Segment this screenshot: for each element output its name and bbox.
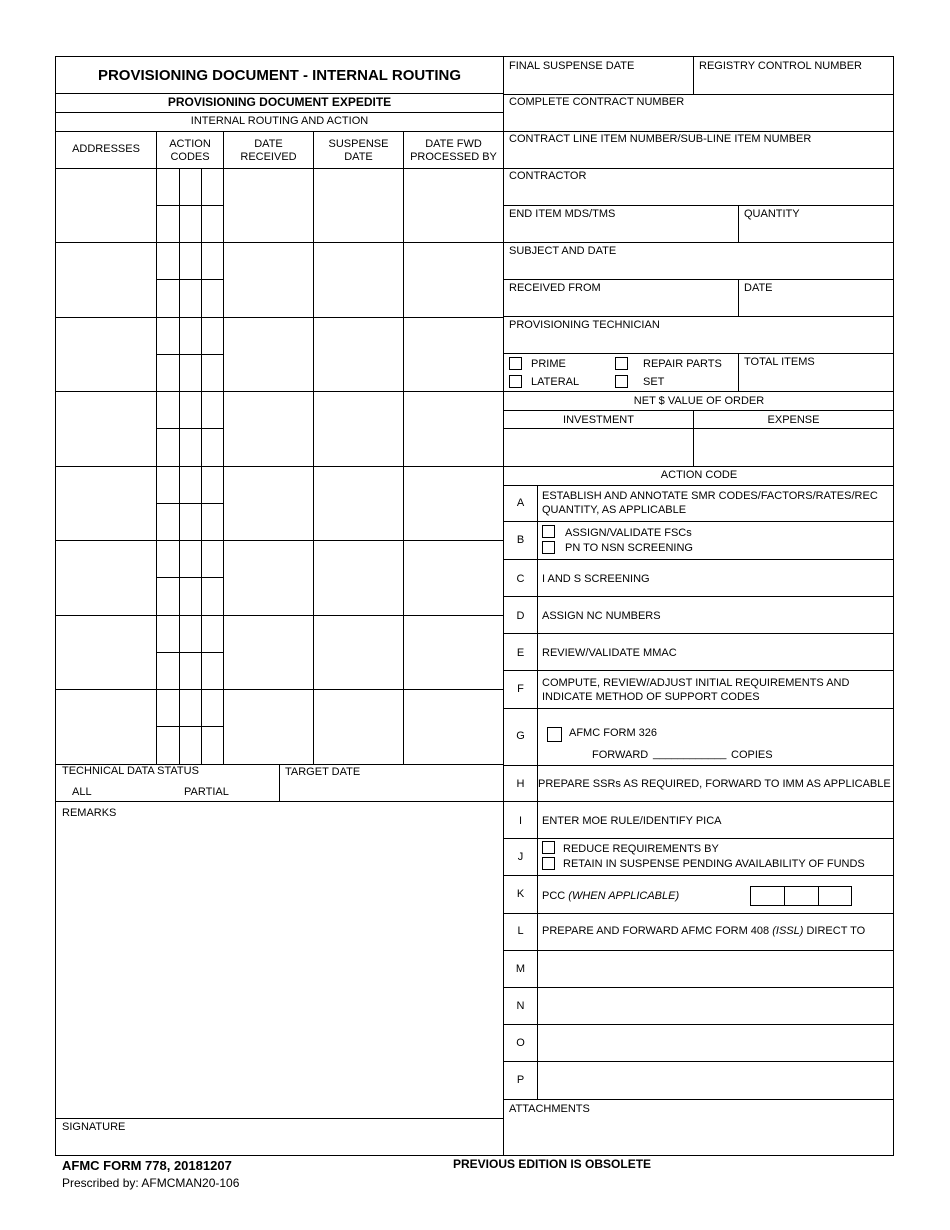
routing-heading: INTERNAL ROUTING AND ACTION [190,115,369,127]
code-l: L [517,925,524,937]
code-l-italic: (ISSL) [772,925,804,937]
col-action-codes-1: ACTION [169,138,211,150]
code-k: K [516,888,525,900]
pcc-field[interactable] [750,886,852,906]
expense-field[interactable] [694,429,893,465]
col-date-fwd-1: DATE FWD [425,138,482,150]
code-f-line2: INDICATE METHOD OF SUPPORT CODES [542,691,760,703]
lateral-label: LATERAL [531,376,580,388]
code-a-line1: ESTABLISH AND ANNOTATE SMR CODES/FACTORS/RATES/REC [542,490,878,502]
code-f: F [517,683,524,695]
main-divider [503,56,504,1156]
received-from-label: RECEIVED FROM [509,282,601,294]
code-g: G [516,730,525,742]
tech-data-partial[interactable]: PARTIAL [184,786,229,798]
code-j-line1: REDUCE REQUIREMENTS BY [563,843,719,855]
final-suspense-date-label: FINAL SUSPENSE DATE [509,60,635,72]
col-action-codes-2: CODES [170,151,210,163]
form-title: PROVISIONING DOCUMENT - INTERNAL ROUTING [97,67,462,84]
code-h: H [516,778,525,790]
code-p-field[interactable] [538,1062,893,1098]
investment-label: INVESTMENT [563,414,634,426]
code-g-forward: FORWARD [592,749,649,761]
retain-suspense-checkbox[interactable] [542,857,555,870]
code-c: C [516,573,525,585]
code-n-field[interactable] [538,988,893,1024]
date-label: DATE [744,282,773,294]
code-e: E [516,647,525,659]
col-suspense-date-1: SUSPENSE [328,138,389,150]
remarks-label: REMARKS [62,807,117,819]
attachments-label: ATTACHMENTS [509,1103,590,1115]
lateral-checkbox[interactable] [509,375,522,388]
signature-label: SIGNATURE [62,1121,126,1133]
col-addresses: ADDRESSES [72,143,140,155]
contractor-label: CONTRACTOR [509,170,587,182]
signature-field[interactable] [56,1135,502,1155]
set-checkbox[interactable] [615,375,628,388]
code-a-line2: QUANTITY, AS APPLICABLE [542,504,687,516]
repair-parts-checkbox[interactable] [615,357,628,370]
code-i: I [518,815,523,827]
code-h-text: PREPARE SSRs AS REQUIRED, FORWARD TO IMM AS APPLICABLE [538,778,891,790]
quantity-label: QUANTITY [744,208,800,220]
code-g-copies-field[interactable]: ____________ [653,748,727,760]
tech-data-all[interactable]: ALL [72,786,92,798]
code-o: O [516,1037,525,1049]
investment-field[interactable] [504,429,692,465]
col-date-fwd-2: PROCESSED BY [410,151,497,163]
end-item-label: END ITEM MDS/TMS [509,208,616,220]
expedite-heading: PROVISIONING DOCUMENT EXPEDITE [167,95,392,109]
code-b-line2: PN TO NSN SCREENING [565,542,693,554]
code-l-label2: DIRECT TO [806,925,866,937]
code-o-field[interactable] [538,1025,893,1061]
code-d-text: ASSIGN NC NUMBERS [542,610,661,622]
action-code-heading: ACTION CODE [660,469,738,481]
routing-grid[interactable] [56,169,503,764]
code-l-label: PREPARE AND FORWARD AFMC FORM 408 [542,925,770,937]
code-e-text: REVIEW/VALIDATE MMAC [542,647,677,659]
code-b: B [516,534,525,546]
col-date-received-2: RECEIVED [240,151,297,163]
registry-control-number-label: REGISTRY CONTROL NUMBER [699,60,862,72]
prescribed-by: Prescribed by: AFMCMAN20-106 [62,1176,240,1190]
contract-number-label: COMPLETE CONTRACT NUMBER [509,96,685,108]
code-c-text: I AND S SCREENING [542,573,650,585]
repair-parts-label: REPAIR PARTS [643,358,722,370]
assign-fscs-checkbox[interactable] [542,525,555,538]
code-n: N [516,1000,525,1012]
subject-and-date-label: SUBJECT AND DATE [509,245,617,257]
attachments-field[interactable] [504,1117,893,1155]
target-date-label: TARGET DATE [285,766,361,778]
code-m: M [515,963,526,975]
code-k-label: PCC [542,890,566,902]
tech-data-status-label: TECHNICAL DATA STATUS [62,765,199,777]
code-f-line1: COMPUTE, REVIEW/ADJUST INITIAL REQUIREMENTS AND [542,677,850,689]
afmc-326-checkbox[interactable] [547,727,562,742]
expense-label: EXPENSE [767,414,820,426]
code-m-field[interactable] [538,951,893,987]
code-l-text [542,925,865,938]
net-value-label: NET $ VALUE OF ORDER [633,395,765,407]
total-items-label: TOTAL ITEMS [744,356,815,368]
code-j-line2: RETAIN IN SUSPENSE PENDING AVAILABILITY OF FUNDS [563,858,865,870]
pn-nsn-checkbox[interactable] [542,541,555,554]
code-j: J [517,851,524,863]
col-date-received-1: DATE [254,138,283,150]
prime-label: PRIME [531,358,566,370]
code-b-line1: ASSIGN/VALIDATE FSCs [565,527,692,539]
code-g-line1: AFMC FORM 326 [569,727,658,739]
code-p: P [516,1074,525,1086]
code-k-text [542,890,679,903]
obsolete-notice: PREVIOUS EDITION IS OBSOLETE [453,1157,652,1171]
reduce-requirements-checkbox[interactable] [542,841,555,854]
col-suspense-date-2: DATE [344,151,373,163]
prime-checkbox[interactable] [509,357,522,370]
set-label: SET [643,376,665,388]
code-i-text: ENTER MOE RULE/IDENTIFY PICA [542,815,722,827]
code-a: A [516,497,525,509]
code-d: D [516,610,525,622]
provisioning-technician-label: PROVISIONING TECHNICIAN [509,319,660,331]
code-g-copies: COPIES [731,749,773,761]
clin-label: CONTRACT LINE ITEM NUMBER/SUB-LINE ITEM NUMBER [509,133,812,145]
form-id: AFMC FORM 778, 20181207 [62,1158,232,1173]
code-k-italic: (WHEN APPLICABLE) [568,890,680,902]
remarks-field[interactable] [56,821,502,1117]
